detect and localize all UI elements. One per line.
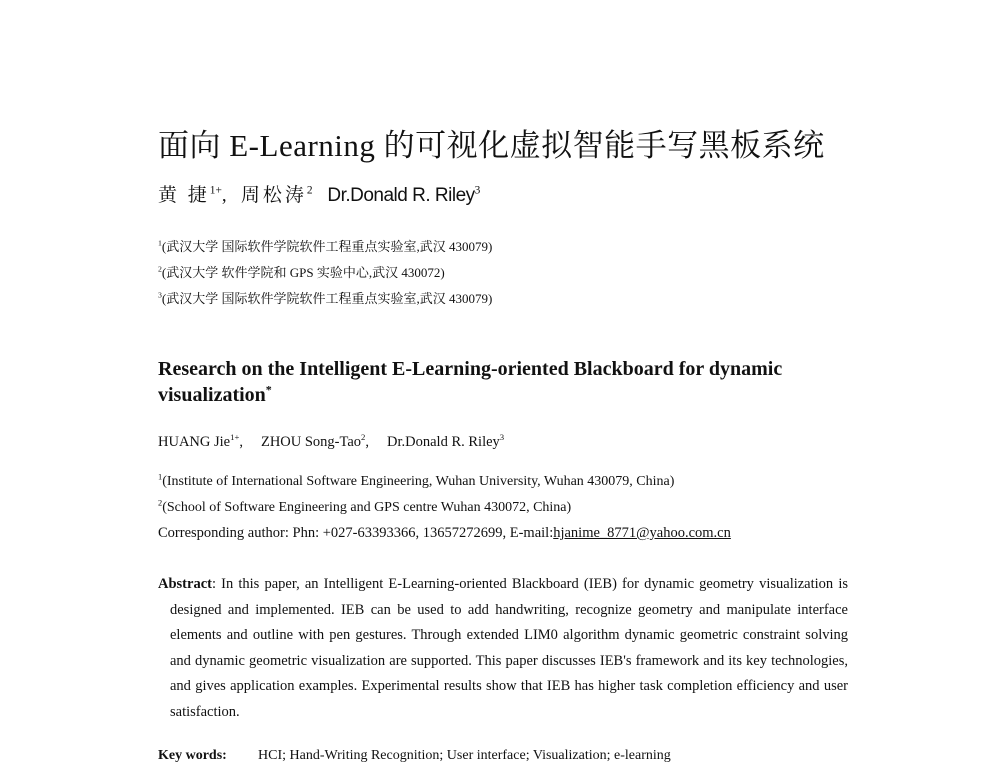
en-author-zhou: ZHOU Song-Tao	[260, 434, 362, 450]
chinese-author-list: 黄 捷$^{1+}$, 周松涛$^2$ Dr.Donald R. Riley$^3$	[158, 184, 481, 206]
corresponding-author-text: Corresponding author: Phn: +027-63393366, 13657272699, E-mail:	[158, 525, 554, 541]
cn-affiliation-3-text: (武汉大学 国际软件学院软件工程重点实验室,武汉 430079)	[161, 291, 493, 306]
email-link[interactable]: hjanime_8771@yahoo.com.cn	[553, 525, 731, 541]
en-affiliation-2-text: (School of Software Engineering and GPS centre Wuhan 430072, China)	[162, 500, 572, 515]
cn-affiliation-1-text: (武汉大学 国际软件学院软件工程重点实验室,武汉 430079)	[161, 239, 493, 254]
english-title	[158, 356, 858, 408]
en-author-zhou-sup: 2	[361, 432, 366, 443]
keywords	[158, 748, 671, 764]
english-title-mark: *	[265, 382, 272, 397]
en-author-riley-sup: 3	[499, 432, 505, 443]
cn-author-zhou: 周松涛	[240, 185, 307, 206]
en-author-huang: HUANG Jie	[158, 434, 231, 450]
en-affiliation-2	[158, 500, 571, 516]
english-author-list: HUANG Jie$^{1+}$, ZHOU Song-Tao$^2$, Dr.Donald R. Riley$^3$	[158, 432, 505, 450]
keywords-label: Key words:	[158, 748, 227, 763]
en-affiliation-2-sup: 2	[158, 498, 163, 508]
en-author-riley: Dr.Donald R. Riley	[387, 434, 500, 450]
cn-author-huang-sup: 1+	[209, 184, 222, 197]
cn-author-huang: 黄 捷	[158, 185, 210, 206]
cn-affiliation-2-sup: 2	[158, 264, 162, 274]
en-author-huang-sup: 1+	[230, 432, 240, 443]
corresponding-author	[158, 525, 731, 542]
en-affiliation-1-text: (Institute of International Software Engineering, Wuhan University, Wuhan 430079, China)	[162, 474, 675, 489]
cn-affiliation-2	[158, 262, 445, 281]
cn-author-riley-sup: 3	[474, 184, 481, 197]
cn-affiliation-2-text: (武汉大学 软件学院和 GPS 实验中心,武汉 430072)	[161, 265, 445, 280]
cn-affiliation-1-sup: 1	[158, 238, 162, 248]
chinese-title: 面向 E-Learning 的可视化虚拟智能手写黑板系统	[158, 128, 825, 163]
abstract-text: : In this paper, an Intelligent E-Learning-oriented Blackboard (IEB) for dynamic geometry visualization is designed and implemented. IEB can be used to add handwriting, recognize geometry and manipulate interface elements and outline with pen gestures. Through extended LIM0 algorithm dynamic geometric constraint solving and dynamic geometric visualization are supported. This paper discusses IEB's framework and its key technologies, and gives application examples. Experimental results show that IEB has higher task completion efficiency and user satisfaction.	[170, 576, 848, 720]
keywords-text: HCI; Hand-Writing Recognition; User interface; Visualization; e-learning	[258, 748, 671, 763]
abstract	[158, 572, 848, 725]
english-title-text: Research on the Intelligent E-Learning-oriented Blackboard for dynamic visualization	[158, 358, 783, 406]
cn-affiliation-3-sup: 3	[158, 290, 162, 300]
cn-author-riley: Dr.Donald R. Riley	[327, 185, 475, 206]
en-affiliation-1-sup: 1	[158, 472, 163, 482]
cn-author-zhou-sup: 2	[306, 184, 313, 197]
cn-affiliation-1	[158, 236, 492, 255]
abstract-label: Abstract	[158, 576, 212, 592]
en-affiliation-1	[158, 474, 674, 490]
cn-affiliation-3	[158, 288, 492, 307]
